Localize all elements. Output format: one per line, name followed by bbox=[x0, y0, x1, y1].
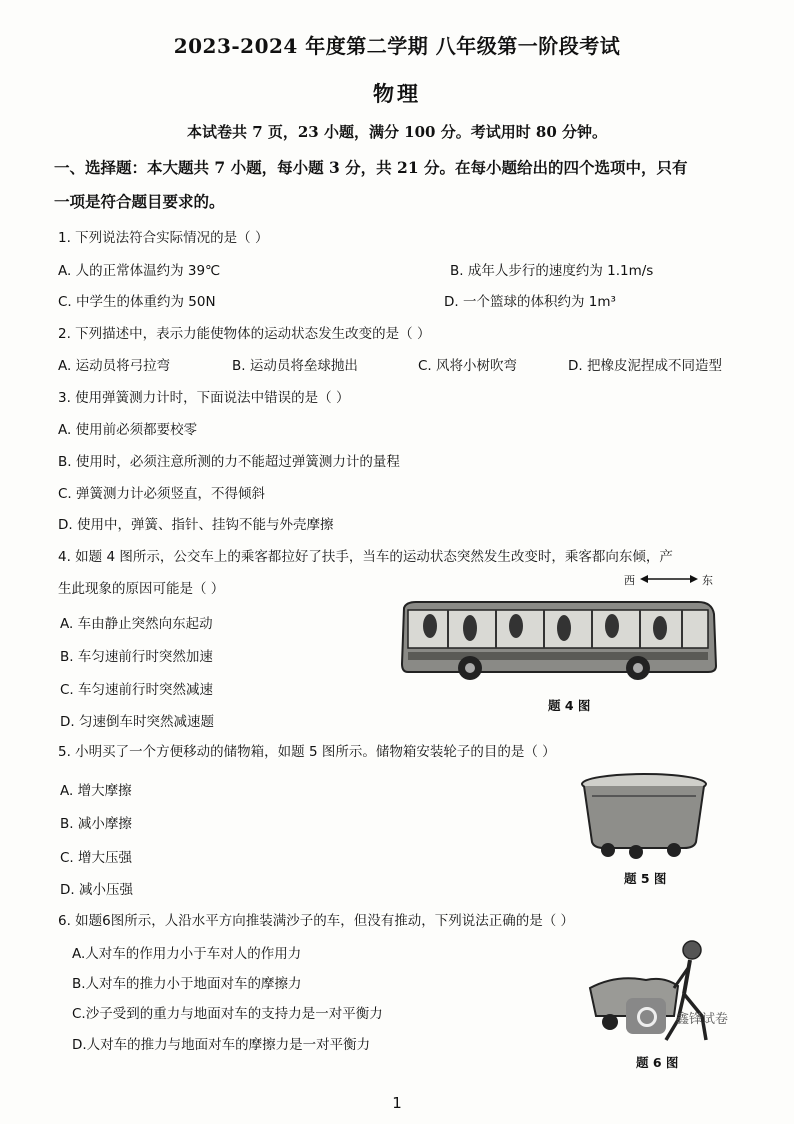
question-5-option-c: C. 增大压强 bbox=[60, 850, 133, 866]
question-1-option-b: B. 成年人步行的速度约为 1.1m/s bbox=[450, 263, 654, 279]
question-6-stem: 6. 如题6图所示，人沿水平方向推装满沙子的车，但没有推动，下列说法正确的是（ ） bbox=[58, 913, 575, 929]
question-1-option-a: A. 人的正常体温约为 39℃ bbox=[58, 263, 221, 279]
question-6-option-d: D.人对车的推力与地面对车的摩擦力是一对平衡力 bbox=[72, 1037, 371, 1053]
compass-arrow-icon bbox=[640, 572, 700, 586]
exam-title: 2023-2024 年度第二学期 八年级第一阶段考试 bbox=[173, 34, 621, 58]
figure-5-caption: 题 5 图 bbox=[624, 871, 667, 886]
question-4-stem-line1: 4. 如题 4 图所示，公交车上的乘客都拉好了扶手，当车的运动状态突然发生改变时，乘客都向东倾，产 bbox=[58, 549, 673, 565]
compass-east-label: 东 bbox=[702, 574, 713, 587]
question-6-option-c: C.沙子受到的重力与地面对车的支持力是一对平衡力 bbox=[72, 1006, 383, 1022]
question-1-stem: 1. 下列说法符合实际情况的是（ ） bbox=[58, 230, 269, 246]
figure-6-caption: 题 6 图 bbox=[636, 1055, 679, 1070]
question-6-option-b: B.人对车的推力小于地面对车的摩擦力 bbox=[72, 976, 302, 992]
question-4-option-c: C. 车匀速前行时突然减速 bbox=[60, 682, 214, 698]
subject-title: 物理 bbox=[373, 81, 421, 106]
question-2-option-b: B. 运动员将垒球抛出 bbox=[232, 358, 358, 374]
question-2-option-c: C. 风将小树吹弯 bbox=[418, 358, 518, 374]
section-heading-line1: 一、选择题：本大题共 7 小题，每小题 3 分，共 21 分。在每小题给出的四个选项中，只有 bbox=[54, 158, 688, 177]
storage-box-figure bbox=[578, 772, 708, 860]
question-4-option-a: A. 车由静止突然向东起动 bbox=[60, 616, 213, 632]
question-3-option-d: D. 使用中，弹簧、指针、挂钩不能与外壳摩擦 bbox=[58, 517, 334, 533]
watermark-text: 鑫锋试卷 bbox=[676, 1012, 729, 1027]
question-2-stem: 2. 下列描述中，表示力能使物体的运动状态发生改变的是（ ） bbox=[58, 326, 431, 342]
question-3-option-a: A. 使用前必须都要校零 bbox=[58, 422, 198, 438]
question-4-option-d: D. 匀速倒车时突然减速题 bbox=[60, 714, 214, 730]
question-3-option-b: B. 使用时，必须注意所测的力不能超过弹簧测力计的量程 bbox=[58, 454, 400, 470]
watermark-logo-icon bbox=[626, 998, 666, 1034]
question-2-option-d: D. 把橡皮泥捏成不同造型 bbox=[568, 358, 722, 374]
figure-4-caption: 题 4 图 bbox=[548, 698, 591, 713]
page-number: 1 bbox=[392, 1094, 402, 1112]
question-5-stem: 5. 小明买了一个方便移动的储物箱，如题 5 图所示。储物箱安装轮子的目的是（ ） bbox=[58, 744, 556, 760]
bus-figure bbox=[398, 600, 718, 684]
question-4-option-b: B. 车匀速前行时突然加速 bbox=[60, 649, 213, 665]
question-3-option-c: C. 弹簧测力计必须竖直，不得倾斜 bbox=[58, 486, 266, 502]
question-1-option-d: D. 一个篮球的体积约为 1m³ bbox=[444, 294, 616, 310]
question-5-option-a: A. 增大摩擦 bbox=[60, 783, 132, 799]
section-heading-line2: 一项是符合题目要求的。 bbox=[54, 192, 225, 211]
question-6-option-a: A.人对车的作用力小于车对人的作用力 bbox=[72, 946, 302, 962]
question-1-option-c: C. 中学生的体重约为 50N bbox=[58, 294, 216, 310]
question-3-stem: 3. 使用弹簧测力计时，下面说法中错误的是（ ） bbox=[58, 390, 350, 406]
question-5-option-b: B. 减小摩擦 bbox=[60, 816, 132, 832]
compass-west-label: 西 bbox=[624, 574, 635, 587]
question-4-stem-line2: 生此现象的原因可能是（ ） bbox=[58, 581, 225, 597]
question-5-option-d: D. 减小压强 bbox=[60, 882, 133, 898]
exam-info: 本试卷共 7 页，23 小题，满分 100 分。考试用时 80 分钟。 bbox=[186, 123, 608, 141]
question-2-option-a: A. 运动员将弓拉弯 bbox=[58, 358, 171, 374]
